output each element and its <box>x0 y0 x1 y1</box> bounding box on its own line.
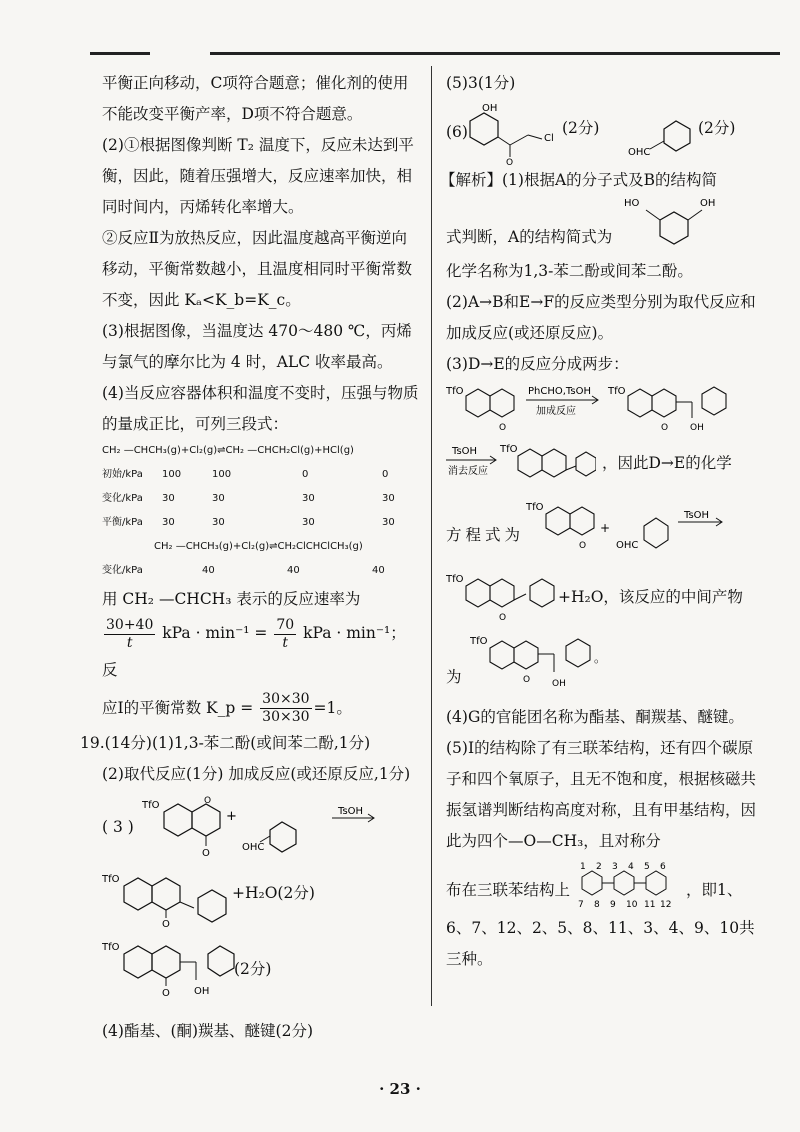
oh-label: OH <box>482 103 498 114</box>
pos-5: 5 <box>644 862 650 872</box>
pos-6: 6 <box>660 862 666 872</box>
arrow2-bot: 消去反应 <box>448 466 488 477</box>
rate-fraction-1 <box>104 617 155 652</box>
resorcinol-row <box>446 196 764 256</box>
tfo-label: TfO <box>446 386 464 397</box>
cell: 变化/kPa <box>102 493 143 504</box>
tsoh-label: TsOH <box>684 510 710 521</box>
tfo-label: TfO <box>608 386 626 397</box>
jiexi-6: ，因此D→E的化学 <box>602 454 732 472</box>
ohc-label: OHC <box>628 147 651 158</box>
jiexi-10: (4)G的官能团名称为酯基、酮羰基、醚键。 <box>446 708 744 726</box>
rate-mid: kPa · min⁻¹ = <box>157 624 273 642</box>
jiexi-1: 【解析】(1)根据A的分子式及B的结构简 <box>440 171 718 189</box>
left-p6: 用 CH₂ —CHCH₃ 表示的反应速率为 <box>102 590 361 608</box>
table-row-change <box>102 490 420 508</box>
eq1: CH₂ —CHCH₃(g)+Cl₂(g)⇌CH₂ —CHCH₂Cl(g)+HCl(g) <box>102 445 354 456</box>
cell: 30 <box>302 493 315 504</box>
ohc-label: OHC <box>242 841 265 853</box>
cell: 30 <box>212 517 225 528</box>
tfo-label: TfO <box>142 799 160 811</box>
rate-num2: 70 <box>276 616 295 633</box>
left-column <box>80 68 420 1047</box>
step1-reaction <box>446 380 764 440</box>
svg-text:。: 。 <box>594 651 607 665</box>
rate-den1: t <box>126 634 133 651</box>
jiexi-9: 为 <box>446 668 462 686</box>
jiexi-2: 式判断，A的结构简式为 <box>446 228 613 246</box>
q19-3-reaction <box>102 790 420 868</box>
intermediate-row <box>446 632 764 702</box>
ho-label: HO <box>624 198 640 209</box>
cell: 30 <box>382 493 395 504</box>
step2-svg <box>446 440 596 490</box>
svg-text:+: + <box>226 808 237 824</box>
jiexi-13: ，即1、 <box>686 881 743 899</box>
cell: 30 <box>302 517 315 528</box>
tsoh-label: TsOH <box>338 805 364 817</box>
cell: 30 <box>162 517 175 528</box>
table-row-init <box>102 466 420 484</box>
rate-fraction-2 <box>274 617 296 652</box>
jiexi-7: 方程式为 <box>446 526 525 544</box>
table-row-eq <box>102 514 420 532</box>
pos-3: 3 <box>612 862 618 872</box>
pos-8: 8 <box>594 900 600 910</box>
table-row-change2 <box>102 562 420 580</box>
tfo-label: TfO <box>526 502 544 513</box>
equilibrium-table <box>102 442 420 580</box>
kp-lead: 应Ⅰ的平衡常数 K_p = <box>102 698 259 717</box>
kp-num: 30×30 <box>262 691 310 707</box>
q19-header: 19.(14分)(1)1,3-苯二酚(或间苯二酚,1分) <box>80 733 371 752</box>
q19-3-product1 <box>102 868 420 928</box>
pos-10: 10 <box>626 900 638 910</box>
arrow2-top: TsOH <box>452 446 478 457</box>
tfo-label: TfO <box>446 574 464 585</box>
jiexi-8: +H₂O，该反应的中间产物 <box>558 588 743 606</box>
cell: 平衡/kPa <box>102 517 143 528</box>
jiexi-12: 布在三联苯结构上 <box>446 881 571 899</box>
pos-12: 12 <box>660 900 672 910</box>
cl-label: Cl <box>544 133 554 144</box>
left-p2: (2)①根据图像判断 T₂ 温度下，反应未达到平衡，因此，随着压强增大，反应速率加快，相同时间内，丙烯转化率增大。 <box>102 136 414 216</box>
pos-2: 2 <box>596 862 602 872</box>
pos-11: 11 <box>644 900 656 910</box>
left-p3: ②反应Ⅱ为放热反应，因此温度越高平衡逆向移动，平衡常数越小，且温度相同时平衡常数不变，因此 Kₐ<K_b=K_c。 <box>102 229 413 309</box>
answer-6-label: (6) <box>446 123 468 141</box>
page-number: · 23 · <box>379 1080 421 1098</box>
step2-reaction <box>446 440 764 490</box>
o-label: O <box>579 541 587 551</box>
tfo-label: TfO <box>470 636 488 647</box>
cell: 40 <box>202 565 215 576</box>
left-p4: (3)根据图像，当温度达 470～480 ℃，丙烯与氯气的摩尔比为 4 时，ALC 收率最高。 <box>102 322 412 371</box>
overall-product <box>446 570 764 632</box>
jiexi-11: (5)I的结构除了有三联苯结构，还有四个碳原子和四个氧原子，且无不饱和度，根据核磁共振氢谱判断结构高度对称，且有甲基结构，因此为四个—O—CH₃，且对称分 <box>446 739 757 850</box>
cell: 40 <box>287 565 300 576</box>
kp-den: 30×30 <box>262 709 310 725</box>
pos-4: 4 <box>628 862 634 872</box>
kp-fraction <box>260 691 311 726</box>
cell: 30 <box>212 493 225 504</box>
header-rule-1 <box>90 52 150 55</box>
o-label: O <box>202 847 210 859</box>
cell: 初始/kPa <box>102 469 143 480</box>
resorcinol-svg <box>624 192 774 252</box>
arrow1-top: PhCHO,TsOH <box>528 386 591 397</box>
kp-line <box>102 688 420 728</box>
o-label: O <box>162 918 170 928</box>
left-p1: 平衡正向移动，C项符合题意；催化剂的使用不能改变平衡产率，D项不符合题意。 <box>102 74 409 123</box>
oh-label: OH <box>690 423 704 433</box>
intermediate-score: (2分) <box>234 959 272 978</box>
o-label: O <box>162 987 170 999</box>
pos-9: 9 <box>610 900 616 910</box>
right-column <box>440 68 764 975</box>
jiexi-4: (2)A→B和E→F的反应类型分别为取代反应和加成反应(或还原反应)。 <box>446 293 756 342</box>
tfo-label: TfO <box>102 941 120 953</box>
pos-7: 7 <box>578 900 584 910</box>
cell: 变化/kPa <box>102 565 143 576</box>
header-rule-2 <box>210 52 780 55</box>
left-p5: (4)当反应容器体积和温度不变时，压强与物质的量成正比，可列三段式： <box>102 384 419 433</box>
rate-tail: kPa · min⁻¹；反 <box>102 624 406 679</box>
intermediate-svg <box>102 936 322 1016</box>
cell: 100 <box>212 469 232 480</box>
step1-svg <box>446 380 766 440</box>
intermediate-product-svg <box>470 632 630 702</box>
cell: 0 <box>302 469 309 480</box>
cell: 0 <box>382 469 389 480</box>
tfo-label: TfO <box>500 444 518 455</box>
ohc-label: OHC <box>616 540 639 551</box>
q19-4: (4)酯基、(酮)羰基、醚键(2分) <box>102 1021 314 1040</box>
o-label: O <box>499 423 507 433</box>
answer-6-score-2: (2分) <box>698 119 736 137</box>
eq2: CH₂ —CHCH₃(g)+Cl₂(g)⇌CH₂ClCHClCH₃(g) <box>154 541 363 552</box>
oh-label: OH <box>552 679 566 689</box>
cell: 40 <box>372 565 385 576</box>
oh-label: OH <box>700 198 716 209</box>
rate-den2: t <box>282 634 289 651</box>
answer-5: (5)3(1分) <box>446 74 516 92</box>
answer-6 <box>446 99 764 165</box>
terphenyl-row <box>446 857 764 913</box>
rate-num1: 30+40 <box>106 616 154 633</box>
kp-tail: =1。 <box>313 698 352 717</box>
overall-equation-svg <box>526 498 746 560</box>
cell: 30 <box>162 493 175 504</box>
o-label: O <box>506 158 514 165</box>
jiexi-5: (3)D→E的反应分成两步： <box>446 355 629 373</box>
cell: 100 <box>162 469 182 480</box>
overall-equation <box>446 498 764 560</box>
o-label: O <box>523 675 531 685</box>
q19-3-intermediate <box>102 936 420 1016</box>
svg-text:+: + <box>600 521 611 535</box>
tfo-label: TfO <box>102 873 120 885</box>
q19-3-label: ( 3 ) <box>102 817 134 836</box>
reactant-chromanone-svg <box>142 790 442 868</box>
o-label: O <box>661 423 669 433</box>
answer-6-score-1: (2分) <box>562 119 600 137</box>
h2o-score: +H₂O(2分) <box>232 883 315 902</box>
cell: 30 <box>382 517 395 528</box>
jiexi-3: 化学名称为1,3-苯二酚或间苯二酚。 <box>446 262 693 280</box>
jiexi-14: 6、7、12、2、5、8、11、3、4、9、10共三种。 <box>446 919 755 968</box>
o-ring-label: O <box>204 795 212 806</box>
rate-line <box>102 615 420 688</box>
oh-label: OH <box>194 985 210 997</box>
arrow1-bot: 加成反应 <box>536 406 576 417</box>
pos-1: 1 <box>580 862 586 872</box>
o-label: O <box>499 613 507 623</box>
q19-2: (2)取代反应(1分) 加成反应(或还原反应,1分) <box>102 764 411 783</box>
